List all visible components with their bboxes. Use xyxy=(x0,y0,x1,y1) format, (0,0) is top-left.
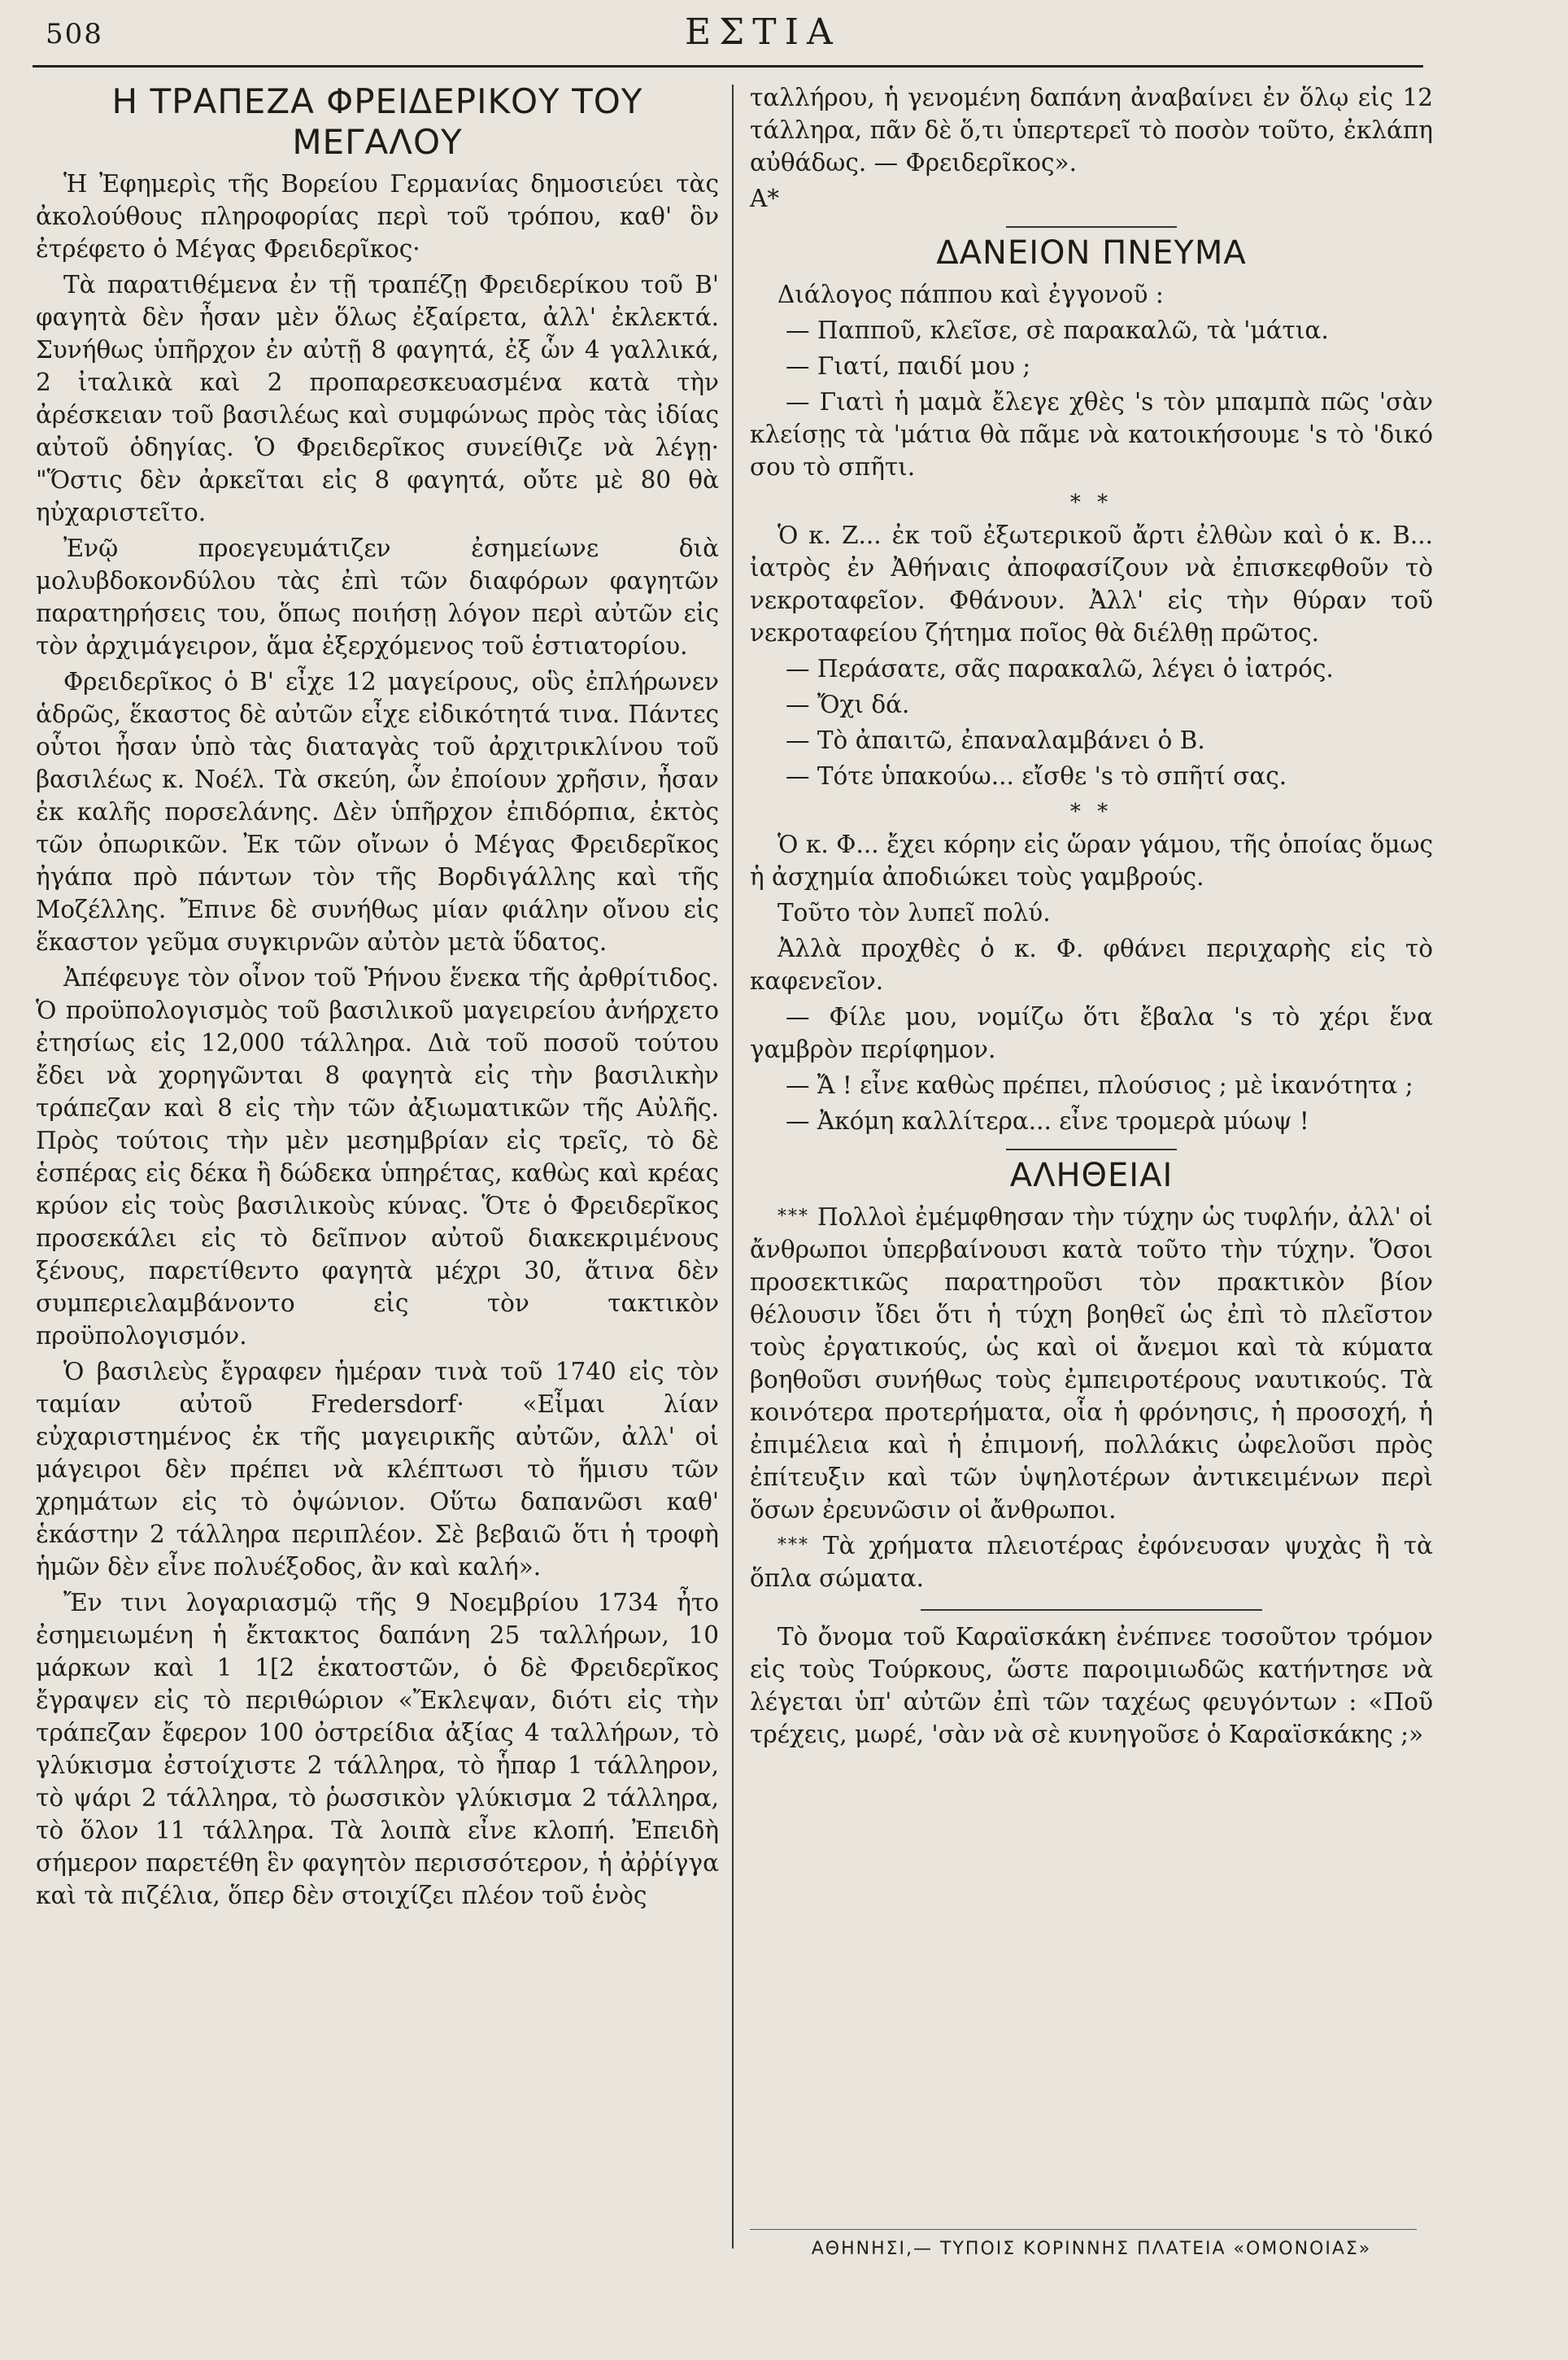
aphorism-text: Τὰ χρήματα πλειοτέρας ἐφόνευσαν ψυχὰς ἢ τὰ ὅπλα σώματα. xyxy=(750,1532,1433,1592)
article-continuation: ταλλήρου, ἡ γενομένη δαπάνη ἀναβαίνει ἐν ὅλῳ εἰς 12 τάλληρα, πᾶν δὲ ὅ,τι ὑπερτερεῖ τὸ ποσὸν τοῦτο, ἐκλάπη αὐθάδως. — Φρειδερῖκος». xyxy=(750,84,1433,177)
karaiskakis-paragraph: Τὸ ὄνομα τοῦ Καραϊσκάκη ἐνέπνεε τοσοῦτον τρόμον εἰς τοὺς Τούρκους, ὥστε παροιμιωδῶς κατήντησε νὰ λέγεται ὑπ' αὐτῶν ἐπὶ τῶν ταχέως φευγόντων : «Ποῦ τρέχεις, μωρέ, 'σὰν νὰ σὲ κυνηγοῦσε ὁ Καραϊσκάκης ;» xyxy=(750,1623,1433,1748)
article-title: Η ΤΡΑΠΕΖΑ ΦΡΕΙΔΕΡΙΚΟΥ ΤΟΥ ΜΕΓΑΛΟΥ xyxy=(111,81,643,162)
anecdote-paragraph: Ὁ κ. Φ... ἔχει κόρην εἰς ὥραν γάμου, τῆς ὁποίας ὅμως ἡ ἀσχημία ἀποδιώκει τοὺς γαμβρούς. xyxy=(750,831,1433,891)
anecdote-paragraph: Τοῦτο τὸν λυπεῖ πολύ. xyxy=(777,899,1051,927)
dialogue-line: — Γιατί, παιδί μου ; xyxy=(786,352,1031,380)
aphorism-star: *** xyxy=(777,1206,809,1227)
dialogue-line: — Ἄ ! εἶνε καθὼς πρέπει, πλούσιος ; μὲ ἱκανότητα ; xyxy=(786,1071,1413,1099)
aphorism-paragraph xyxy=(750,1201,1433,1526)
dialogue-line: — Ἀκόμη καλλίτερα... εἶνε τρομερὰ μύωψ ! xyxy=(786,1107,1309,1135)
dialogue-line: — Τὸ ἀπαιτῶ, ἐπαναλαμβάνει ὁ Β. xyxy=(786,726,1205,754)
dialogue-line: — Ὄχι δά. xyxy=(786,691,910,718)
column-rule xyxy=(732,85,734,2249)
right-column xyxy=(750,81,1433,1754)
page-number: 508 xyxy=(46,18,103,50)
section-divider xyxy=(1006,226,1177,228)
section-title-daneion: ΔΑΝΕΙΟΝ ΠΝΕΥΜΑ xyxy=(936,234,1247,272)
asterism: * * xyxy=(1069,800,1113,824)
section-title-aletheiai: ΑΛΗΘΕΙΑΙ xyxy=(1009,1157,1174,1194)
article-paragraph: Ἐνῷ προεγευμάτιζεν ἐσημείωνε διὰ μολυβδοκονδύλου τὰς ἐπὶ τῶν διαφόρων φαγητῶν παρατηρήσεις του, ὅπως ποιήσῃ λόγον περὶ αὐτῶν εἰς τὸν ἀρχιμάγειρον, ἅμα ἐξερχόμενος τοῦ ἑστιατορίου. xyxy=(36,534,719,660)
masthead: ΕΣΤΙΑ xyxy=(685,11,841,53)
article-paragraph: Ἡ Ἐφημερὶς τῆς Βορείου Γερμανίας δημοσιεύει τὰς ἀκολούθους πληροφορίας περὶ τοῦ τρόπου, καθ' ὃν ἐτρέφετο ὁ Μέγας Φρειδερῖκος· xyxy=(36,170,719,263)
section-divider xyxy=(921,1609,1262,1611)
dialogue-intro: Διάλογος πάππου καὶ ἐγγονοῦ : xyxy=(777,281,1164,308)
article-paragraph: Φρειδερῖκος ὁ Β' εἶχε 12 μαγείρους, οὓς ἐπλήρωνεν ἁδρῶς, ἕκαστος δὲ αὐτῶν εἶχε εἰδικότητά τινα. Πάντες οὗτοι ἦσαν ὑπὸ τὰς διαταγὰς τοῦ ἀρχιτρικλίνου τοῦ βασιλέως κ. Νοέλ. Τὰ σκεύη, ὧν ἐποίουν χρῆσιν, ἦσαν ἐκ καλῆς πορσελάνης. Δὲν ὑπῆρχον ἐπιδόρπια, ἐκτὸς τῶν ὀπωρικῶν. Ἐκ τῶν οἴνων ὁ Μέγας Φρειδερῖκος ἠγάπα πρὸ πάντων τὸν τῆς Βορδιγάλλης καὶ τῆς Μοζέλλης. Ἔπινε δὲ συνήθως μίαν φιάλην οἴνου εἰς ἕκαστον γεῦμα συγκιρνῶν αὐτὸν μετὰ ὕδατος. xyxy=(36,668,719,956)
printer-imprint: ΑΘΗΝΗΣΙ,— ΤΥΠΟΙΣ ΚΟΡΙΝΝΗΣ ΠΛΑΤΕΙΑ «ΟΜΟΝΟΙΑΣ» xyxy=(811,2239,1372,2259)
dialogue-line: — Περάσατε, σᾶς παρακαλῶ, λέγει ὁ ἰατρός. xyxy=(786,655,1334,683)
dialogue-line: — Φίλε μου, νομίζω ὅτι ἔβαλα 's τὸ χέρι ἕνα γαμβρὸν περίφημον. xyxy=(750,1003,1433,1063)
header-rule xyxy=(33,65,1423,68)
aphorism-text: Πολλοὶ ἐμέμφθησαν τὴν τύχην ὡς τυφλήν, ἀλλ' οἱ ἄνθρωποι ὑπερβαίνουσι κατὰ τοῦτο τὴν τύχην. Ὅσοι προσεκτικῶς παρατηροῦσι τὸν πρακτικὸν βίον θέλουσιν ἴδει ὅτι ἡ τύχη βοηθεῖ ὡς ἐπὶ τὸ πλεῖστον τοὺς ἐργατικούς, ὡς καὶ οἱ ἄνεμοι καὶ τὰ κύματα βοηθοῦσι συνήθως τοὺς ἐμπειροτέρους ναυτικούς. Τὰ κοινότερα προτερήματα, οἷα ἡ φρόνησις, ἡ προσοχή, ἡ ἐπιμέλεια καὶ ἡ ἐπιμονή, πολλάκις ὠφελοῦσι πρὸς ἐπίτευξιν καὶ τῶν ὑψηλοτέρων ἀντικειμένων περὶ ὅσων ἐρευνῶσιν οἱ ἄνθρωποι. xyxy=(750,1203,1433,1524)
section-divider xyxy=(1006,1149,1177,1150)
asterism: * * xyxy=(1069,491,1113,515)
dialogue-line: — Παπποῦ, κλεῖσε, σὲ παρακαλῶ, τὰ 'μάτια. xyxy=(786,316,1329,344)
article-paragraph: Ἔν τινι λογαριασμῷ τῆς 9 Νοεμβρίου 1734 ἦτο ἐσημειωμένη ἡ ἔκτακτος δαπάνη 25 ταλλήρων, 10 μάρκων καὶ 1 1[2 ἑκατοστῶν, ὁ δὲ Φρειδερῖκος ἔγραψεν εἰς τὸ περιθώριον «Ἔκλεψαν, διότι εἰς τὴν τράπεζαν ἔφερον 100 ὀστρείδια ἀξίας 4 ταλλήρων, τὸ γλύκισμα ἐστοίχιστε 2 τάλληρα, τὸ ἧπαρ 1 τάλληρον, τὸ ψάρι 2 τάλληρα, τὸ ῥωσσικὸν γλύκισμα 2 τάλληρα, τὸ ὅλον 11 τάλληρα. Τὰ λοιπὰ εἶνε κλοπή. Ἐπειδὴ σήμερον παρετέθη ἓν φαγητὸν περισσότερον, ἡ ἀῤῥίγγα καὶ τὰ πιζέλια, ὅπερ δὲν στοιχίζει πλέον τοῦ ἑνὸς xyxy=(36,1589,719,1909)
dialogue-line: — Τότε ὑπακούω... εἴσθε 's τὸ σπῆτί σας. xyxy=(786,762,1287,790)
aphorism-star: *** xyxy=(777,1535,809,1555)
anecdote-paragraph: Ἀλλὰ προχθὲς ὁ κ. Φ. φθάνει περιχαρὴς εἰς τὸ καφενεῖον. xyxy=(750,935,1433,995)
article-signoff: Α* xyxy=(750,185,780,212)
left-column xyxy=(36,81,719,1915)
article-paragraph: Ὁ βασιλεὺς ἔγραφεν ἡμέραν τινὰ τοῦ 1740 εἰς τὸν ταμίαν αὐτοῦ Fredersdorf· «Εἶμαι λίαν εὐχαριστημένος ἐκ τῆς μαγειρικῆς αὐτῶν, ἀλλ' οἱ μάγειροι δὲν πρέπει νὰ κλέπτωσι τὸ ἥμισυ τῶν χρημάτων εἰς τὸ ὀψώνιον. Οὕτω δαπανῶσι καθ' ἑκάστην 2 τάλληρα περιπλέον. Σὲ βεβαιῶ ὅτι ἡ τροφὴ ἡμῶν δὲν εἶνε πολυέξοδος, ἂν καὶ καλή». xyxy=(36,1358,719,1581)
aphorism-paragraph xyxy=(750,1529,1433,1594)
article-paragraph: Τὰ παρατιθέμενα ἐν τῇ τραπέζῃ Φρειδερίκου τοῦ Β' φαγητὰ δὲν ἦσαν μὲν ὅλως ἐξαίρετα, ἀλλ' ἐκλεκτά. Συνήθως ὑπῆρχον ἐν αὐτῇ 8 φαγητά, ἐξ ὧν 4 γαλλικά, 2 ἰταλικὰ καὶ 2 προπαρεσκευασμένα κατὰ τὴν ἀρέσκειαν τοῦ βασιλέως καὶ συμφώνως πρὸς τὰς ἰδίας αὐτοῦ ὁδηγίας. Ὁ Φρειδερῖκος συνείθιζε νὰ λέγῃ· "Ὅστις δὲν ἀρκεῖται εἰς 8 φαγητά, οὔτε μὲ 80 θὰ ηὐχαριστεῖτο. xyxy=(36,271,719,526)
imprint-rule xyxy=(750,2229,1417,2230)
article-paragraph: Ἀπέφευγε τὸν οἶνον τοῦ Ῥήνου ἕνεκα τῆς ἀρθρίτιδος. Ὁ προϋπολογισμὸς τοῦ βασιλικοῦ μαγειρείου ἀνήρχετο ἐτησίως εἰς 12,000 τάλληρα. Διὰ τοῦ ποσοῦ τούτου ἔδει νὰ χορηγῶνται 8 φαγητὰ εἰς τὴν βασιλικὴν τράπεζαν καὶ 8 εἰς τὴν τῶν ἀξιωματικῶν τῆς Αὐλῆς. Πρὸς τούτοις τὴν μὲν μεσημβρίαν εἰς τρεῖς, τὸ δὲ ἑσπέρας εἰς δέκα ἢ δώδεκα ὑπηρέτας, καθὼς καὶ κρέας κρύον εἰς τοὺς βασιλικοὺς κύνας. Ὅτε ὁ Φρειδερῖκος προσεκάλει εἰς τὸ δεῖπνον αὐτοῦ διακεκριμένους ξένους, παρετίθεντο φαγητὰ μέχρι 30, ἅτινα δὲν συμπεριελαμβάνοντο εἰς τὸν τακτικὸν προϋπολογισμόν. xyxy=(36,964,719,1350)
dialogue-line: — Γιατὶ ἡ μαμὰ ἔλεγε χθὲς 's τὸν μπαμπὰ πῶς 'σὰν κλείσῃς τὰ 'μάτια θὰ πᾶμε νὰ κατοικήσουμε 's τὸ 'δικό σου τὸ σπῆτι. xyxy=(750,388,1433,481)
anecdote-paragraph: Ὁ κ. Ζ... ἐκ τοῦ ἐξωτερικοῦ ἄρτι ἐλθὼν καὶ ὁ κ. Β... ἰατρὸς ἐν Ἀθήναις ἀποφασίζουν νὰ ἐπισκεφθοῦν τὸ νεκροταφεῖον. Φθάνουν. Ἀλλ' εἰς τὴν θύραν τοῦ νεκροταφείου ζήτημα ποῖος θὰ διέλθῃ πρῶτος. xyxy=(750,521,1433,647)
